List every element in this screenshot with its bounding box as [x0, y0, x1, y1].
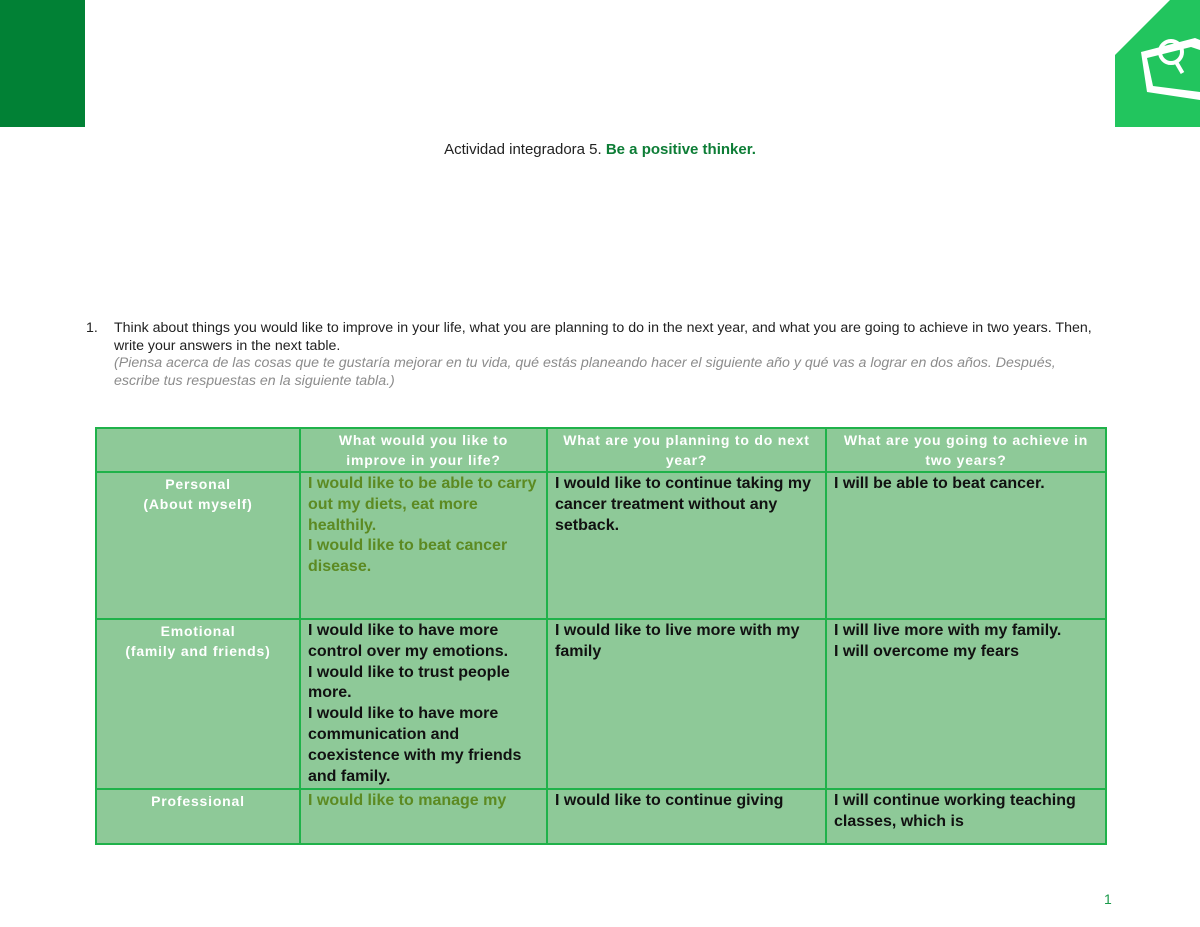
instruction-number: 1.: [86, 320, 98, 336]
emotional-improve-cell: I would like to have more control over my emotions. I would like to trust people more. I would like to have more communication and coexistence with my friends and family.: [300, 619, 547, 789]
personal-improve-cell: I would like to be able to carry out my diets, eat more healthily. I would like to beat cancer disease.: [300, 472, 547, 619]
instruction-english: Think about things you would like to improve in your life, what you are planning to do in the next year, and what you are going to achieve in two years. Then, write your answers in the next table.: [114, 320, 1092, 354]
professional-plan-cell: I would like to continue giving: [547, 789, 826, 844]
goals-table: [95, 427, 1107, 845]
table-row: [96, 472, 1106, 619]
page-number: 1: [1104, 891, 1112, 907]
table-row: [96, 789, 1106, 844]
instruction-spanish: (Piensa acerca de las cosas que te gustaría mejorar en tu vida, qué estás planeando hacer el siguiente año y qué vas a lograr en dos años. Después, escribe tus respuestas en la siguiente tabla.): [114, 355, 1056, 389]
prepa-logo-icon: [1115, 0, 1200, 127]
personal-plan-cell: I would like to continue taking my cancer treatment without any setback.: [547, 472, 826, 619]
row-label-personal: Personal (About myself): [96, 472, 300, 619]
personal-achieve-cell: I will be able to beat cancer.: [826, 472, 1106, 619]
header-green-block: [0, 0, 85, 127]
table-header-row: [96, 428, 1106, 472]
professional-improve-cell: I would like to manage my: [300, 789, 547, 844]
professional-achieve-cell: I will continue working teaching classes, which is: [826, 789, 1106, 844]
header-plan: What are you planning to do next year?: [547, 428, 826, 472]
instruction-block: [86, 320, 1096, 390]
emotional-plan-cell: I would like to live more with my family: [547, 619, 826, 789]
header-achieve: What are you going to achieve in two years?: [826, 428, 1106, 472]
row-label-professional: Professional: [96, 789, 300, 844]
table-row: [96, 619, 1106, 789]
page-title: Actividad integradora 5. Be a positive thinker.: [444, 141, 756, 158]
row-label-emotional: Emotional (family and friends): [96, 619, 300, 789]
header-improve: What would you like to improve in your life?: [300, 428, 547, 472]
emotional-achieve-cell: I will live more with my family. I will overcome my fears: [826, 619, 1106, 789]
header-empty-cell: [96, 428, 300, 472]
